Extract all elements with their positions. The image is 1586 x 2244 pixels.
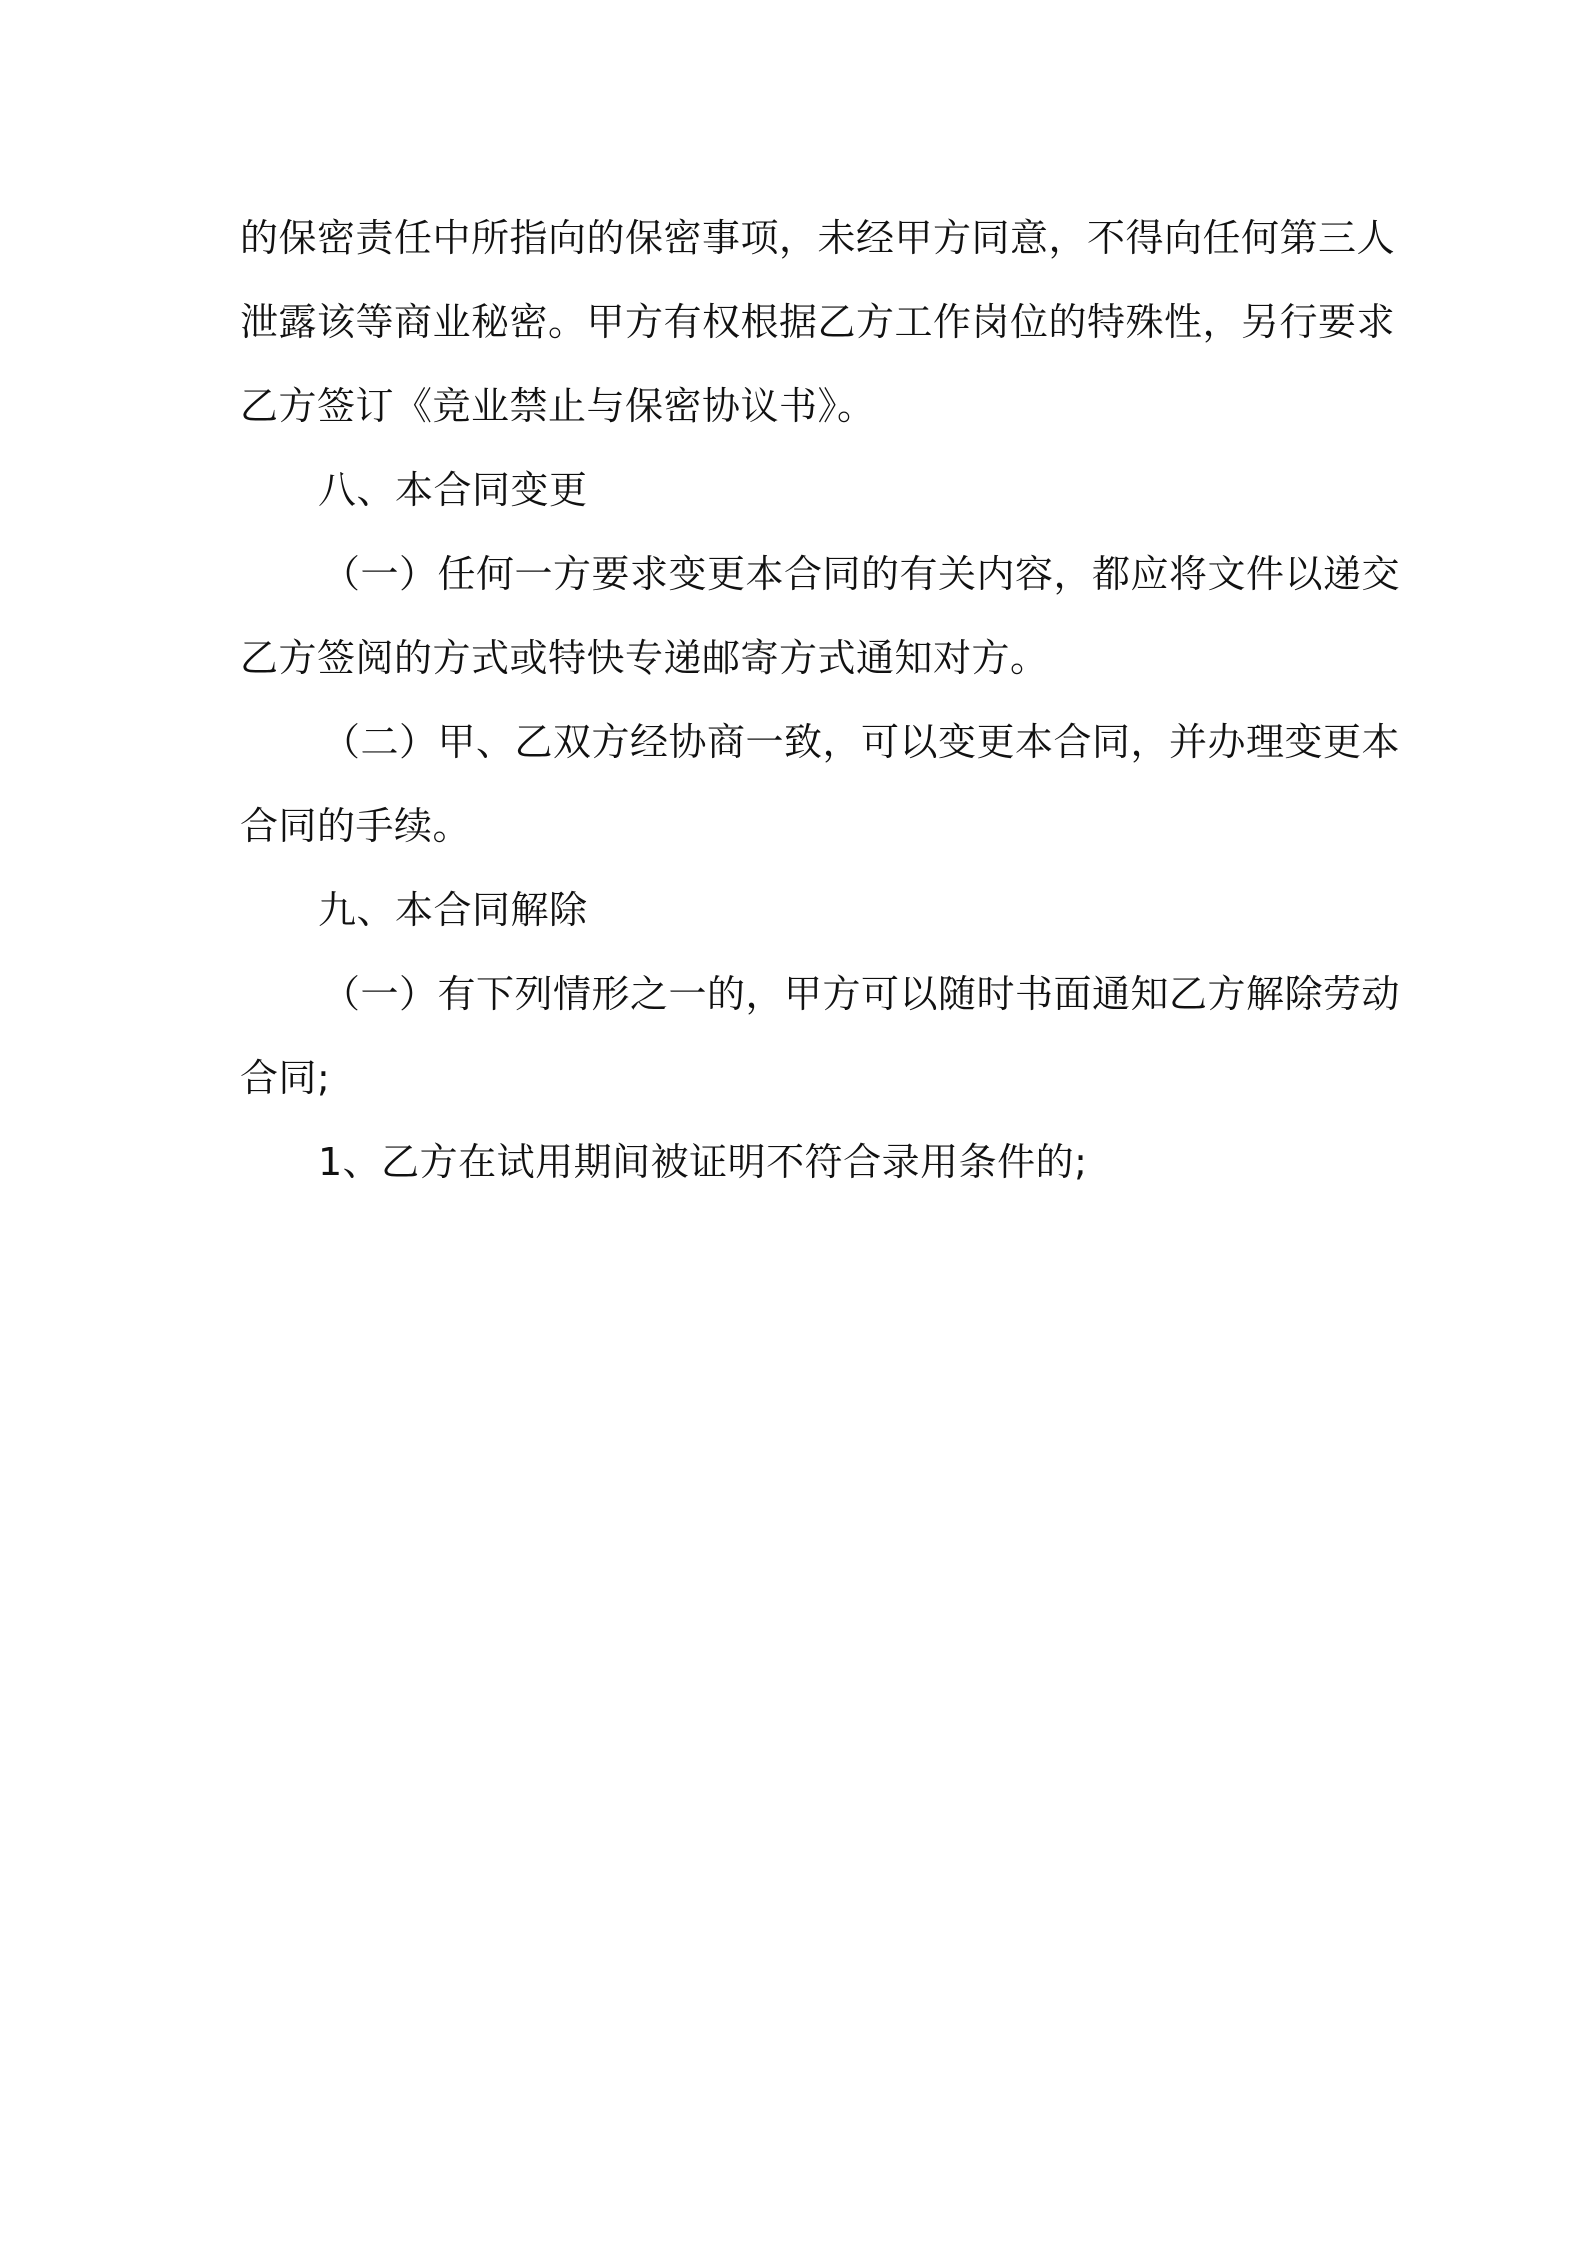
section-heading-termination: 九、本合同解除 xyxy=(318,888,588,932)
section-heading-change: 八、本合同变更 xyxy=(318,468,588,512)
paragraph-line: 的保密责任中所指向的保密事项，未经甲方同意，不得向任何第三人 xyxy=(240,216,1396,260)
paragraph-line: 泄露该等商业秘密。甲方有权根据乙方工作岗位的特殊性，另行要求 xyxy=(240,300,1396,344)
list-item: 1、乙方在试用期间被证明不符合录用条件的; xyxy=(318,1140,1088,1184)
clause-line: 合同的手续。 xyxy=(240,804,472,848)
clause-line: （二）甲、乙双方经协商一致，可以变更本合同，并办理变更本 xyxy=(322,720,1401,764)
clause-line: 合同; xyxy=(240,1056,331,1100)
paragraph-line: 乙方签订《竞业禁止与保密协议书》。 xyxy=(240,384,876,428)
clause-line: 乙方签阅的方式或特快专递邮寄方式通知对方。 xyxy=(240,636,1049,680)
clause-line: （一）有下列情形之一的，甲方可以随时书面通知乙方解除劳动 xyxy=(322,972,1401,1016)
document-body xyxy=(240,196,1401,1204)
clause-line: （一）任何一方要求变更本合同的有关内容，都应将文件以递交 xyxy=(322,552,1401,596)
